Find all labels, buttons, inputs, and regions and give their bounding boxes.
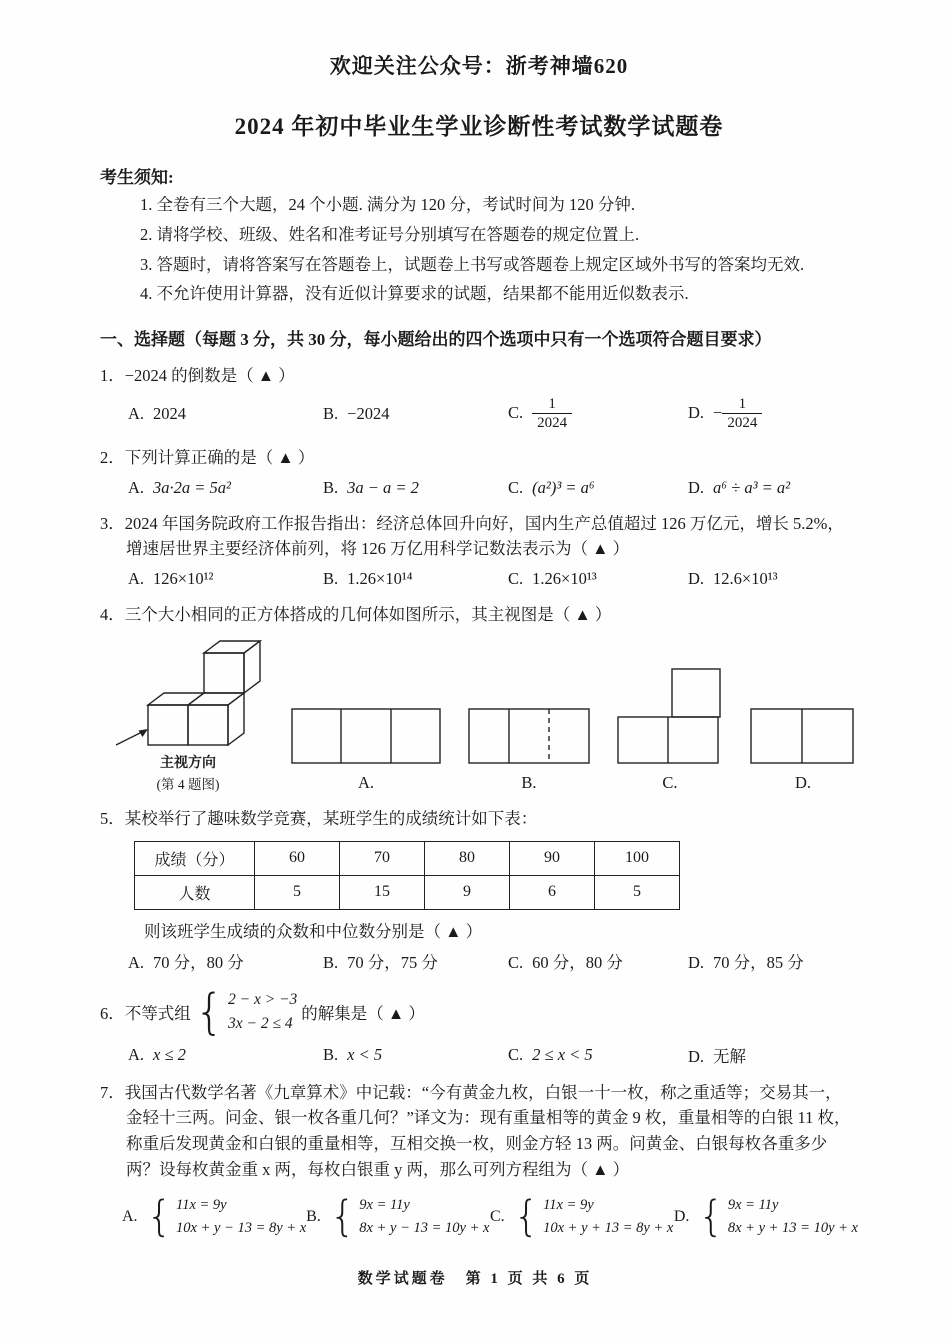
option-value: 无解 (713, 1046, 747, 1066)
table-cell: 70 (340, 841, 425, 875)
q6-option-b (323, 1045, 508, 1065)
q5-option-b (323, 949, 508, 973)
q6-option-d (688, 1043, 858, 1067)
q5-option-a (128, 949, 323, 973)
q5-option-d (688, 949, 858, 973)
option-label: D. (688, 402, 705, 422)
q4-main-figure (112, 639, 264, 793)
q7-options (122, 1194, 858, 1239)
left-brace: { (329, 1192, 356, 1241)
option-label: B. (323, 568, 339, 588)
inequality-system (194, 982, 298, 1040)
left-brace: { (146, 1192, 173, 1241)
option-value: (a²)³ = a⁶ (532, 477, 595, 497)
question-4 (100, 602, 858, 794)
q2-option-b (323, 478, 508, 498)
option-label: D. (673, 1207, 690, 1225)
option-label: C. (508, 952, 524, 972)
q5-stem-continued: 则该班学生成绩的众数和中位数分别是（ ▲ ） (144, 921, 483, 941)
option-c-view-figure (617, 668, 723, 764)
option-value: 70 分，75 分 (347, 952, 438, 972)
q1-stem: 1．−2024 的倒数是（ ▲ ） (100, 366, 295, 385)
q3-options (128, 569, 858, 589)
equation-line-1: 11x = 9y (176, 1197, 227, 1214)
q7-stem: 7．我国古代数学名著《九章算术》中记载：“今有黄金九枚，白银一十一枚，称之重适等；交易其一，金轻十三两。问金、银一枚各重几何？”译文为：现有重量相等的黄金 9 枚，重量相等的白银 11 枚，称重后发现黄金和白银的重量相等，互相交换一枚，则金方轻 13 两。问黄金、白银每枚各重多少两？设每枚黄金重 x 两，每枚白银重 y 两，那么可列方程组为（ ▲ ） (100, 1082, 851, 1179)
option-label: A. (357, 773, 375, 793)
option-value: 2024 (153, 403, 187, 423)
option-value: 3a·2a = 5a² (153, 477, 232, 497)
score-table (134, 841, 680, 910)
table-cell: 80 (425, 841, 510, 875)
table-header-cell: 人数 (135, 875, 255, 909)
equation-line-1: 9x = 11y (359, 1197, 410, 1214)
q2-stem: 2．下列计算正确的是（ ▲ ） (100, 448, 315, 468)
option-value: 126×10¹² (153, 568, 214, 588)
option-value: 2 ≤ x < 5 (532, 1044, 593, 1064)
q3-option-b (323, 569, 508, 589)
option-label: A. (128, 952, 145, 972)
option-label: A. (128, 568, 145, 588)
q3-stem: 3．2024 年国务院政府工作报告指出：经济总体回升向好，国内生产总值超过 126 万亿元，增长 5.2%，增速居世界主要经济体前列，将 126 万亿用科学记数法表示为（ ▲ ） (100, 513, 844, 559)
question-2 (100, 445, 858, 498)
option-label: D. (688, 1046, 705, 1066)
option-label: A. (122, 1207, 138, 1225)
q2-option-c (508, 478, 688, 498)
notice-item: 3. 答题时，请将答案写在答题卷上，试题卷上书写或答题卷上规定区域外书写的答案均无效. (140, 254, 805, 274)
question-3 (100, 511, 858, 589)
q6-options (128, 1043, 858, 1067)
q6-stem (100, 982, 858, 1040)
option-label: C. (490, 1207, 505, 1225)
option-value: −2024 (347, 403, 390, 423)
option-value: 12.6×10¹³ (713, 568, 778, 588)
question-5 (100, 806, 858, 973)
notice-heading: 考生须知: (100, 168, 174, 187)
option-value: a⁶ ÷ a³ = a² (713, 477, 791, 497)
table-cell: 9 (425, 875, 510, 909)
q1-option-a (128, 404, 323, 424)
option-value: 1.26×10¹⁴ (347, 568, 413, 588)
inequality-line-1: 2 − x > −3 (228, 990, 298, 1008)
option-label: B. (323, 477, 339, 497)
figure-caption: (第 4 题图) (156, 777, 220, 793)
option-value: 60 分，80 分 (532, 952, 623, 972)
page-title: 2024 年初中毕业生学业诊断性考试数学试题卷 (234, 114, 724, 139)
q2-options (128, 478, 858, 498)
q3-option-a (128, 569, 323, 589)
option-label: C. (508, 477, 524, 497)
q5-stem: 5．某校举行了趣味数学竞赛，某班学生的成绩统计如下表： (100, 809, 538, 829)
question-1 (100, 363, 858, 432)
table-cell: 6 (510, 875, 595, 909)
fraction (722, 396, 762, 433)
fraction-denominator: 2024 (532, 413, 572, 432)
left-brace: { (194, 982, 225, 1040)
q4-option-d-figure (750, 708, 856, 793)
option-label: C. (508, 1044, 524, 1064)
option-label: D. (688, 568, 705, 588)
q7-option-c (490, 1194, 674, 1239)
notice-item: 4. 不允许使用计算器，没有近似计算要求的试题，结果都不能用近似数表示. (140, 284, 689, 304)
equation-line-2: 10x + y − 13 = 8y + x (176, 1219, 307, 1236)
q4-option-b-figure (468, 708, 590, 793)
option-label: B. (323, 1044, 339, 1064)
option-value: 70 分，85 分 (713, 952, 804, 972)
q6-stem-prefix: 6．不等式组 (100, 1003, 191, 1023)
notice-item: 2. 请将学校、班级、姓名和准考证号分别填写在答题卷的规定位置上. (140, 224, 640, 244)
option-value: 1.26×10¹³ (532, 568, 597, 588)
table-cell: 60 (255, 841, 340, 875)
option-label: C. (508, 568, 524, 588)
table-cell: 100 (595, 841, 680, 875)
q4-stem: 4．三个大小相同的正方体搭成的几何体如图所示，其主视图是（ ▲ ） (100, 604, 612, 624)
fraction-numerator: 1 (738, 395, 747, 412)
q6-stem-suffix: 的解集是（ ▲ ） (301, 1003, 425, 1023)
q4-option-a-figure (291, 708, 441, 793)
inequality-line-2: 3x − 2 ≤ 4 (228, 1014, 293, 1032)
q4-option-c-figure (617, 668, 723, 793)
q2-option-d (688, 478, 858, 498)
section-1-heading: 一、选择题（每题 3 分，共 30 分，每小题给出的四个选项中只有一个选项符合题目要求） (100, 330, 772, 349)
left-brace: { (513, 1192, 540, 1241)
q7-option-d (674, 1194, 858, 1239)
question-7 (100, 1080, 858, 1239)
fraction-numerator: 1 (548, 395, 556, 412)
q4-figures (112, 639, 856, 793)
table-row (135, 841, 680, 875)
equation-line-2: 8x + y + 13 = 10y + x (727, 1219, 858, 1236)
table-cell: 90 (510, 841, 595, 875)
option-label: C. (508, 402, 524, 422)
q1-option-b (323, 404, 508, 424)
option-label: A. (128, 403, 145, 423)
table-header-cell: 成绩（分） (135, 841, 255, 875)
table-row (135, 875, 680, 909)
option-label: B. (306, 1207, 321, 1225)
question-6 (100, 982, 858, 1067)
option-d-view-figure (750, 708, 856, 764)
option-label: A. (128, 477, 145, 497)
equation-line-2: 8x + y − 13 = 10y + x (359, 1219, 490, 1236)
minus-sign: − (713, 402, 723, 422)
q5-option-c (508, 949, 688, 973)
left-brace: { (698, 1192, 724, 1241)
q6-option-a (128, 1045, 323, 1065)
q5-options (128, 949, 858, 973)
equation-line-1: 9x = 11y (727, 1197, 779, 1214)
examinee-notice (100, 163, 858, 307)
q7-option-a (122, 1194, 306, 1239)
q2-option-a (128, 478, 323, 498)
option-label: B. (323, 403, 339, 423)
q7-option-b (306, 1194, 490, 1239)
q3-option-c (508, 569, 688, 589)
q6-option-c (508, 1045, 688, 1065)
option-value: 3a − a = 2 (347, 477, 419, 497)
option-label: C. (662, 773, 678, 793)
option-b-view-figure (468, 708, 590, 764)
option-label: A. (128, 1044, 145, 1064)
fraction (532, 396, 572, 433)
option-label: B. (323, 952, 339, 972)
equation-line-1: 11x = 9y (543, 1197, 594, 1214)
view-direction-label: 主视方向 (160, 756, 216, 772)
notice-item: 1. 全卷有三个大题，24 个小题. 满分为 120 分，考试时间为 120 分钟. (140, 195, 635, 214)
option-value: x ≤ 2 (153, 1044, 186, 1064)
table-cell: 5 (255, 875, 340, 909)
cubes-solid-figure (112, 639, 264, 751)
option-value: 70 分，80 分 (153, 952, 244, 972)
fraction-denominator: 2024 (722, 413, 762, 432)
option-label: D. (688, 477, 705, 497)
table-cell: 5 (595, 875, 680, 909)
option-label: B. (521, 773, 537, 793)
q3-option-d (688, 569, 858, 589)
equation-line-2: 10x + y + 13 = 8y + x (543, 1219, 674, 1236)
q1-option-d (688, 396, 858, 433)
public-account-banner: 欢迎关注公众号：浙考神墙620 (329, 54, 629, 78)
option-value: x < 5 (347, 1044, 383, 1064)
q1-option-c (508, 396, 688, 433)
option-a-view-figure (291, 708, 441, 764)
option-label: D. (688, 952, 705, 972)
page-footer: 数学试题卷 第 1 页 共 6 页 (357, 1271, 593, 1287)
q1-options (128, 396, 858, 433)
table-cell: 15 (340, 875, 425, 909)
option-label: D. (794, 773, 812, 793)
